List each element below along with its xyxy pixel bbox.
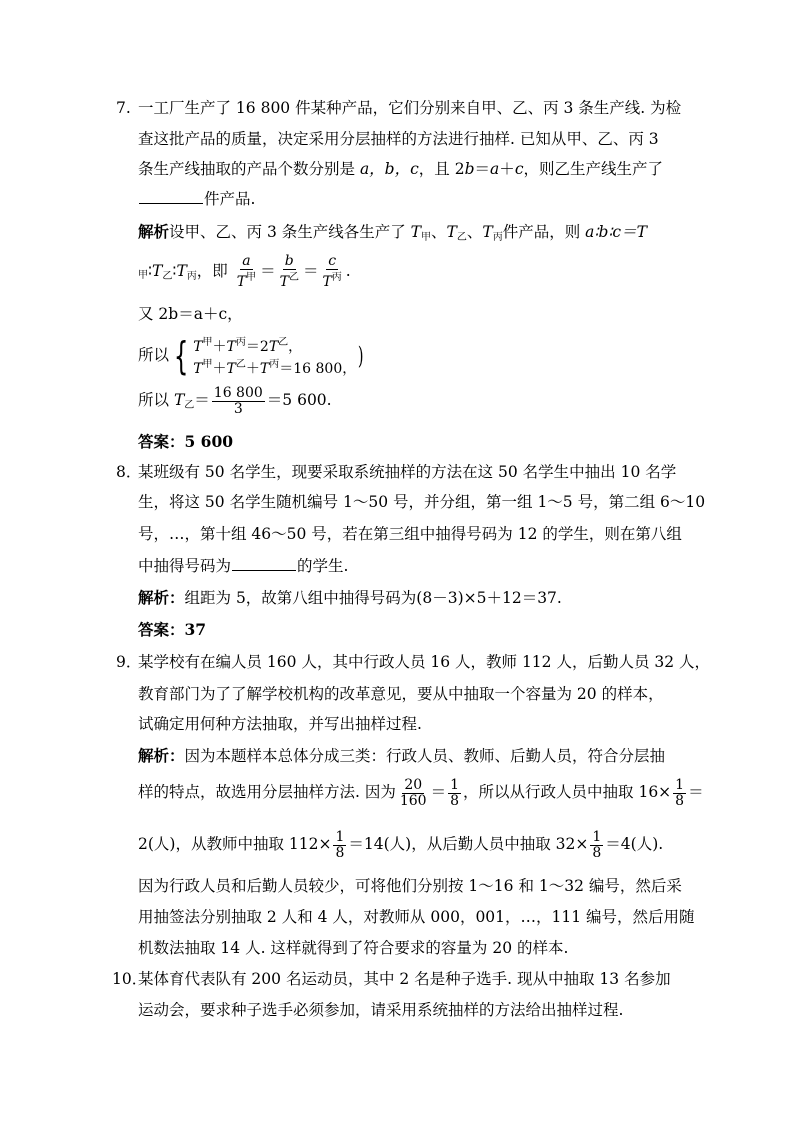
fraction-c-over-Tbing: $\frac{c}{T^丙}$ xyxy=(322,253,342,290)
question-7-solution-line-1: 解析设甲、乙、丙 3 条生产线各生产了 $T_甲$、$T_乙$、$T_丙$件产品，则 a∶b∶c＝T xyxy=(138,222,647,243)
question-9-solution-line-5: 用抽签法分别抽取 2 人和 4 人，对教师从 000，001，…，111 编号，然后用随 xyxy=(138,908,695,926)
fraction-1-over-8: $\frac{1}{8}$ xyxy=(592,828,602,861)
fraction-16800-over-3: $\frac{16 800}{3}$ xyxy=(213,384,263,417)
question-9-solution-line-6: 机数法抽取 14 人. 这样就得到了符合要求的容量为 20 的样本. xyxy=(138,939,569,957)
question-8-line-2: 生，将这 50 名学生随机编号 1～50 号，并分组，第一组 1～5 号，第二组 6～10 xyxy=(138,493,706,511)
fraction-b-over-Tyi: $\frac{b}{T^乙}$ xyxy=(279,253,299,290)
fraction-1-over-8: $\frac{1}{8}$ xyxy=(675,776,685,809)
right-paren-icon: ) xyxy=(358,342,364,370)
question-8-line-4: 中抽得号码为 的学生. xyxy=(138,557,349,575)
fraction-1-over-8: $\frac{1}{8}$ xyxy=(335,828,345,861)
question-8-number: 8． xyxy=(116,463,142,481)
question-8-solution: 解析：组距为 5，故第八组中抽得号码为(8－3)×5＋12＝37. xyxy=(138,588,562,607)
question-8-line-1: 某班级有 50 名学生，现要采取系统抽样的方法在这 50 名学生中抽出 10 名学 xyxy=(138,463,677,481)
answer-blank xyxy=(232,556,296,571)
question-7-line-1: 一工厂生产了 16 800 件某种产品，它们分别来自甲、乙、丙 3 条生产线. 为检 xyxy=(138,99,682,117)
question-7-line-2: 查这批产品的质量，决定采用分层抽样的方法进行抽样. 已知从甲、乙、丙 3 xyxy=(138,130,659,148)
fraction-a-over-Tjia: $\frac{a}{T^甲}$ xyxy=(236,253,257,290)
fraction-1-over-8: $\frac{1}{8}$ xyxy=(450,776,460,809)
left-brace-icon: { xyxy=(173,334,189,378)
question-7-solution-line-3: 又 2b＝a＋c， xyxy=(138,305,243,323)
question-9-solution-line-1: 解析：因为本题样本总体分成三类：行政人员、教师、后勤人员，符合分层抽 xyxy=(138,746,666,765)
question-10-number: 10． xyxy=(112,970,148,988)
question-10-line-2: 运动会，要求种子选手必须参加，请采用系统抽样的方法给出抽样过程. xyxy=(138,1001,624,1019)
question-7-solution-line-5: 所以 $T_乙=$ $\frac{16 800}{3}$ ＝5 600. xyxy=(138,384,332,417)
question-8-answer: 答案：37 xyxy=(138,620,207,639)
question-7-line-4: 件产品. xyxy=(138,189,255,209)
question-10-line-1: 某体育代表队有 200 名运动员，其中 2 名是种子选手. 现从中抽取 13 名参加 xyxy=(138,970,671,988)
question-7-answer: 答案：5 600 xyxy=(138,432,234,451)
question-9-number: 9． xyxy=(116,653,142,671)
question-7-solution-line-2: $_甲∶T_乙∶T_丙$，即 $\frac{a}{T^甲}$ ＝ $\frac{b}{T^乙}$ ＝ $\frac{c}{T^丙}$ . xyxy=(138,253,351,290)
question-9-solution-line-2: 样的特点，故选用分层抽样方法. 因为 $\frac{20}{160}$ ＝ $\frac{1}{8}$ ，所以从行政人员中抽取 16× $\frac{1}{8}$ ＝ xyxy=(138,776,704,809)
question-9-solution-line-4: 因为行政人员和后勤人员较少，可将他们分别按 1～16 和 1～32 编号，然后采 xyxy=(138,877,682,895)
fraction-20-over-160: $\frac{20}{160}$ xyxy=(399,776,427,809)
question-7-line-3: 条生产线抽取的产品个数分别是 a，b，c，且 2b＝a＋c，则乙生产线生产了 xyxy=(138,160,664,178)
question-7-number: 7. xyxy=(116,99,131,117)
question-8-line-3: 号，…，第十组 46～50 号，若在第三组中抽得号码为 12 的学生，则在第八组 xyxy=(138,525,682,543)
question-9-line-2: 教育部门为了了解学校机构的改革意见，要从中抽取一个容量为 20 的样本， xyxy=(138,685,664,703)
question-7-equation-system: 所以 { $T^甲+T^丙=2T^乙$， $T^甲+T^乙+T^丙=16$ 800， ) xyxy=(138,334,364,378)
question-9-line-3: 试确定用何种方法抽取，并写出抽样过程. xyxy=(138,715,422,733)
question-9-line-1: 某学校有在编人员 160 人，其中行政人员 16 人，教师 112 人，后勤人员 32 人， xyxy=(138,653,711,671)
question-9-solution-line-3: 2(人)，从教师中抽取 112× $\frac{1}{8}$ ＝14(人)，从后勤人员中抽取 32× $\frac{1}{8}$ ＝4(人). xyxy=(138,828,664,861)
answer-blank xyxy=(139,189,203,204)
